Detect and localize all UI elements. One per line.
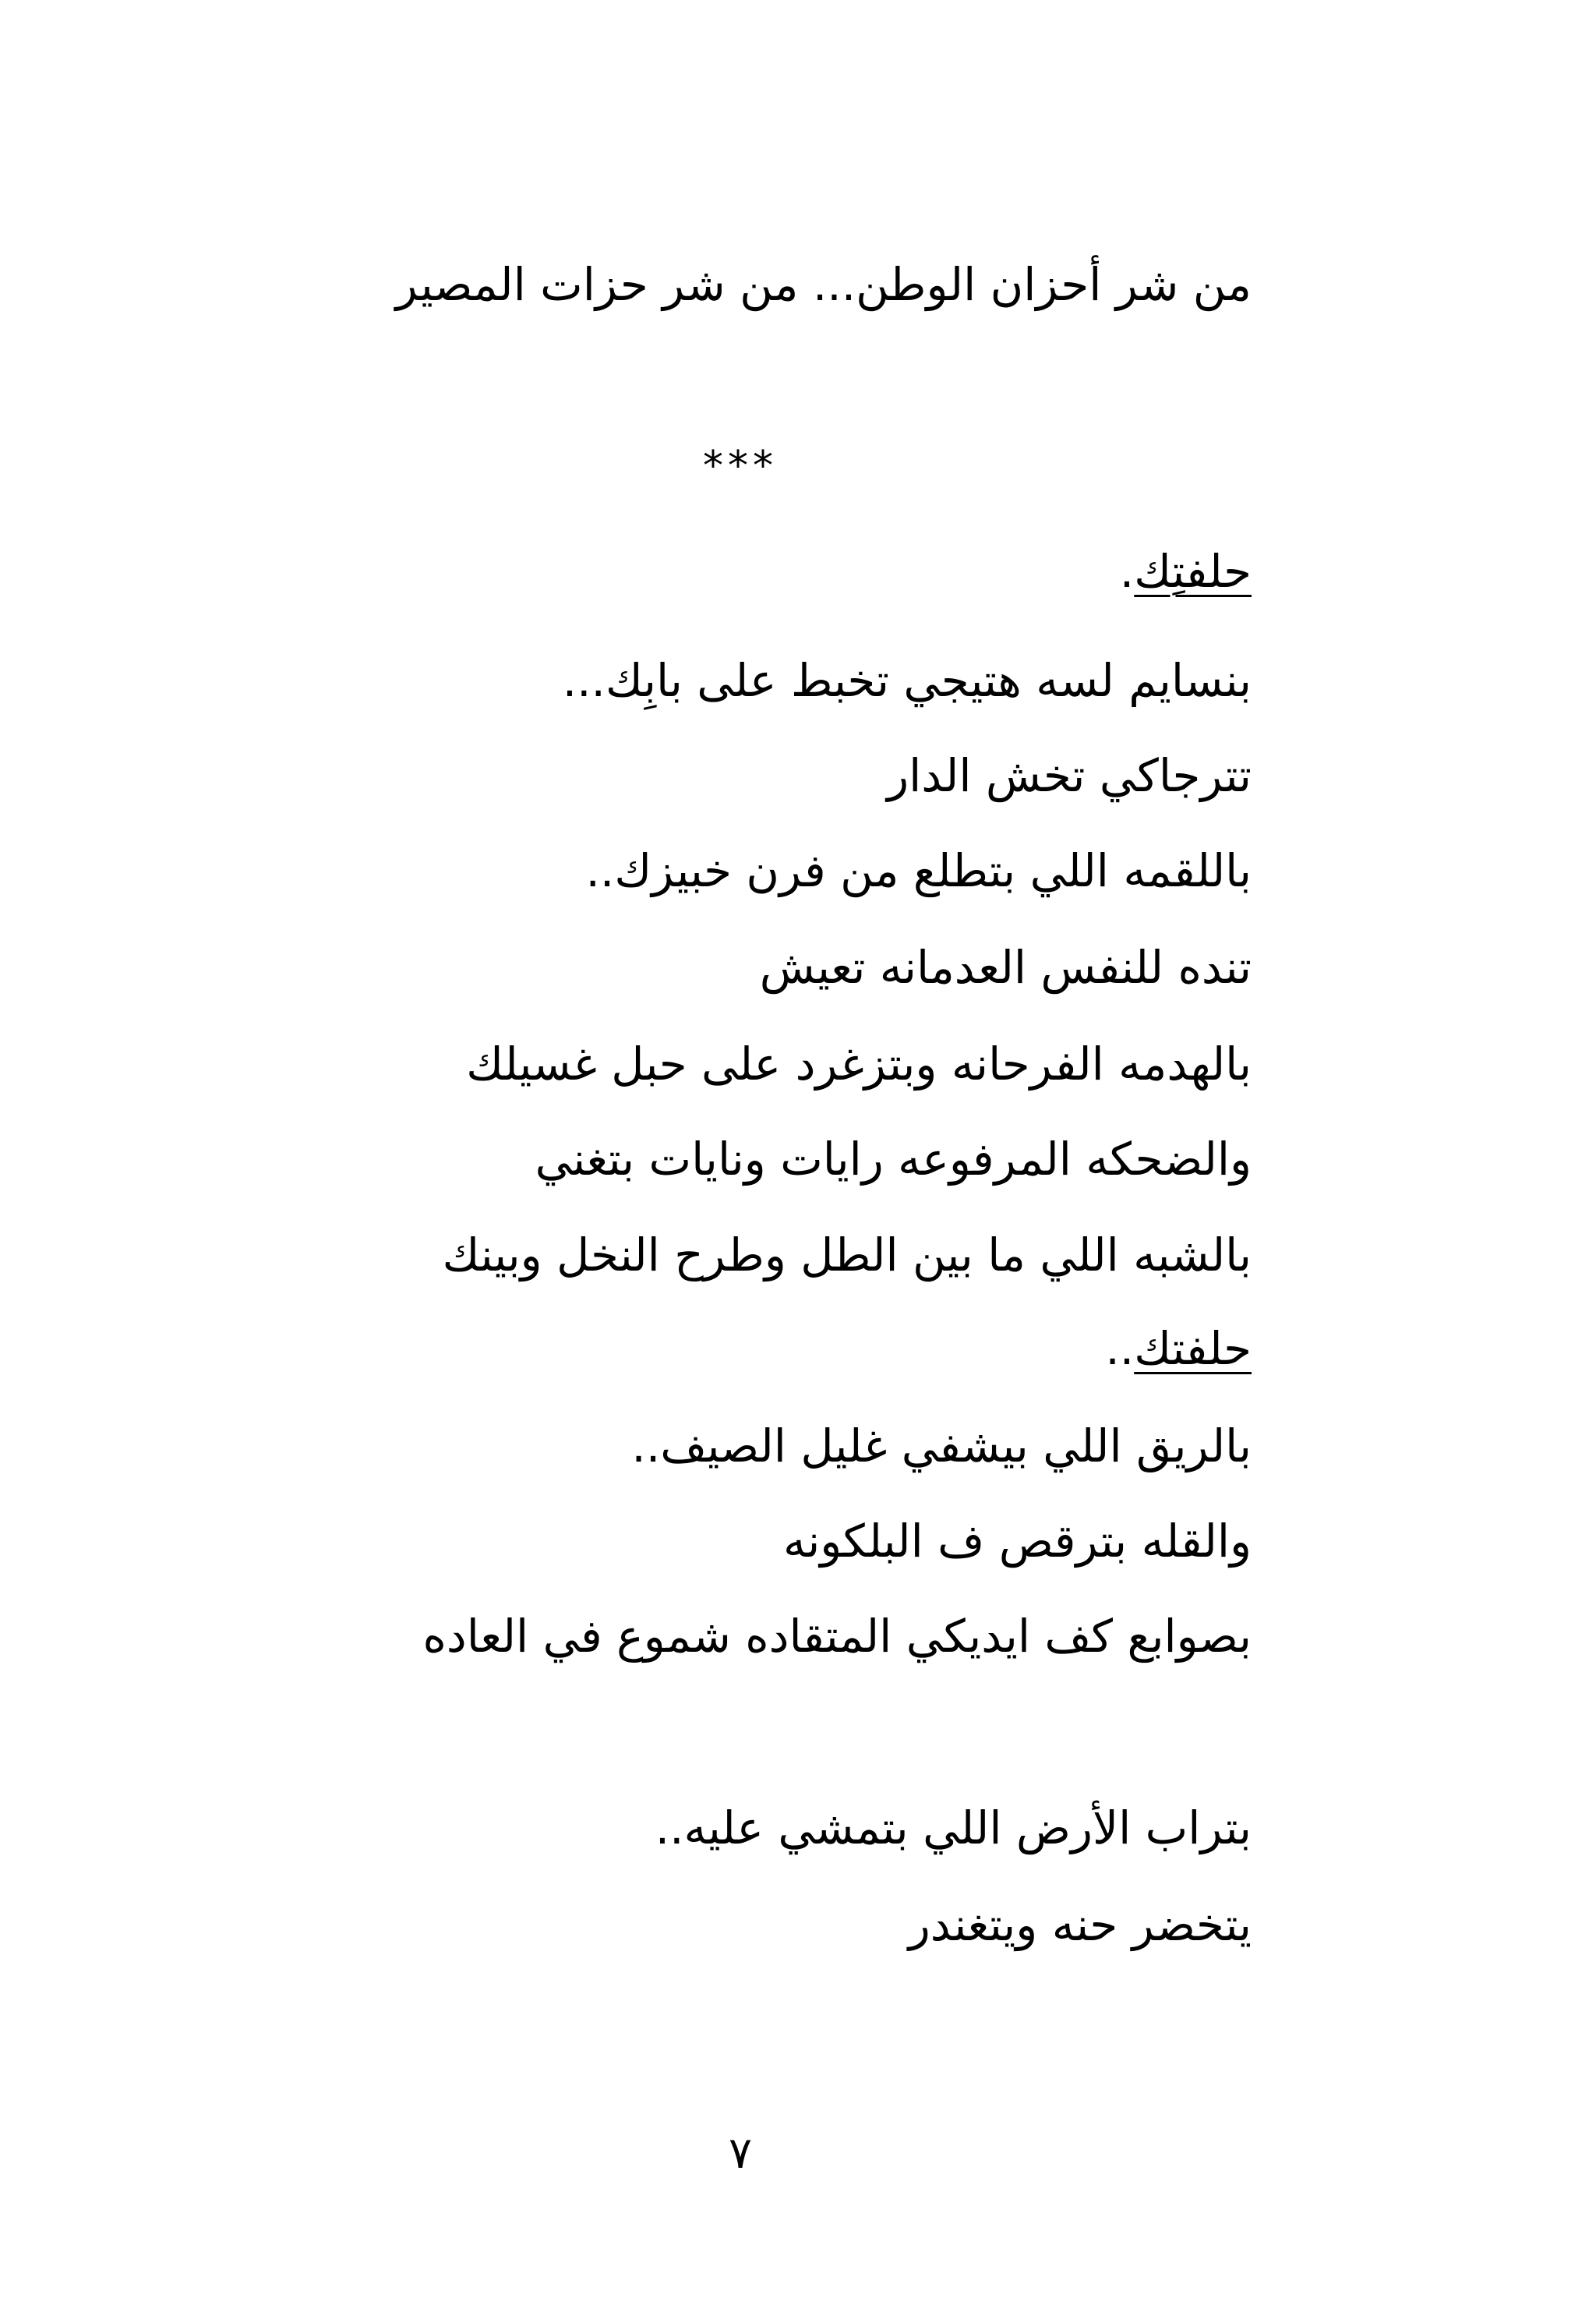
stanza3-line1: بتراب الأرض اللي بتمشي عليه..	[655, 1801, 1252, 1854]
stanza1-line1	[1120, 544, 1252, 599]
stanza2-line2: بالريق اللي بيشفي غليل الصيف..	[631, 1419, 1252, 1472]
stanza2-line3: والقله بترقص ف البلكونه	[782, 1515, 1252, 1568]
stanza1-line5: تنده للنفس العدمانه تعيش	[759, 941, 1252, 994]
heading-line: من شر أحزان الوطن... من شر حزات المصير	[395, 258, 1252, 311]
stanza1-line6: بالهدمه الفرحانه وبتزغرد على حبل غسيلك	[466, 1038, 1252, 1091]
stanza2-line1-punct: ..	[1105, 1322, 1135, 1375]
separator-stars: ***	[703, 443, 778, 490]
stanza1-line7: والضحكه المرفوعه رايات ونايات بتغني	[535, 1133, 1252, 1186]
page-number: ٧	[728, 2128, 753, 2179]
stanza2-line4: بصوابع كف ايديكي المتقاده شموع في العاده	[422, 1610, 1252, 1663]
stanza1-line4: باللقمه اللي بتطلع من فرن خبيزك..	[585, 844, 1252, 897]
stanza1-line3: تترجاكي تخش الدار	[887, 749, 1252, 802]
stanza1-line8: بالشبه اللي ما بين الطل وطرح النخل وبينك	[442, 1229, 1252, 1282]
stanza1-line2: بنسايم لسه هتيجي تخبط على بابِك...	[562, 654, 1252, 707]
stanza3-line2: يتخضر حنه ويتغندر	[908, 1898, 1252, 1951]
stanza2-line1	[1105, 1321, 1252, 1376]
stanza2-line1-word: حلفتك	[1134, 1322, 1252, 1375]
stanza1-line1-word: حلفتِك	[1134, 545, 1252, 598]
stanza1-line1-punct: .	[1119, 545, 1135, 598]
